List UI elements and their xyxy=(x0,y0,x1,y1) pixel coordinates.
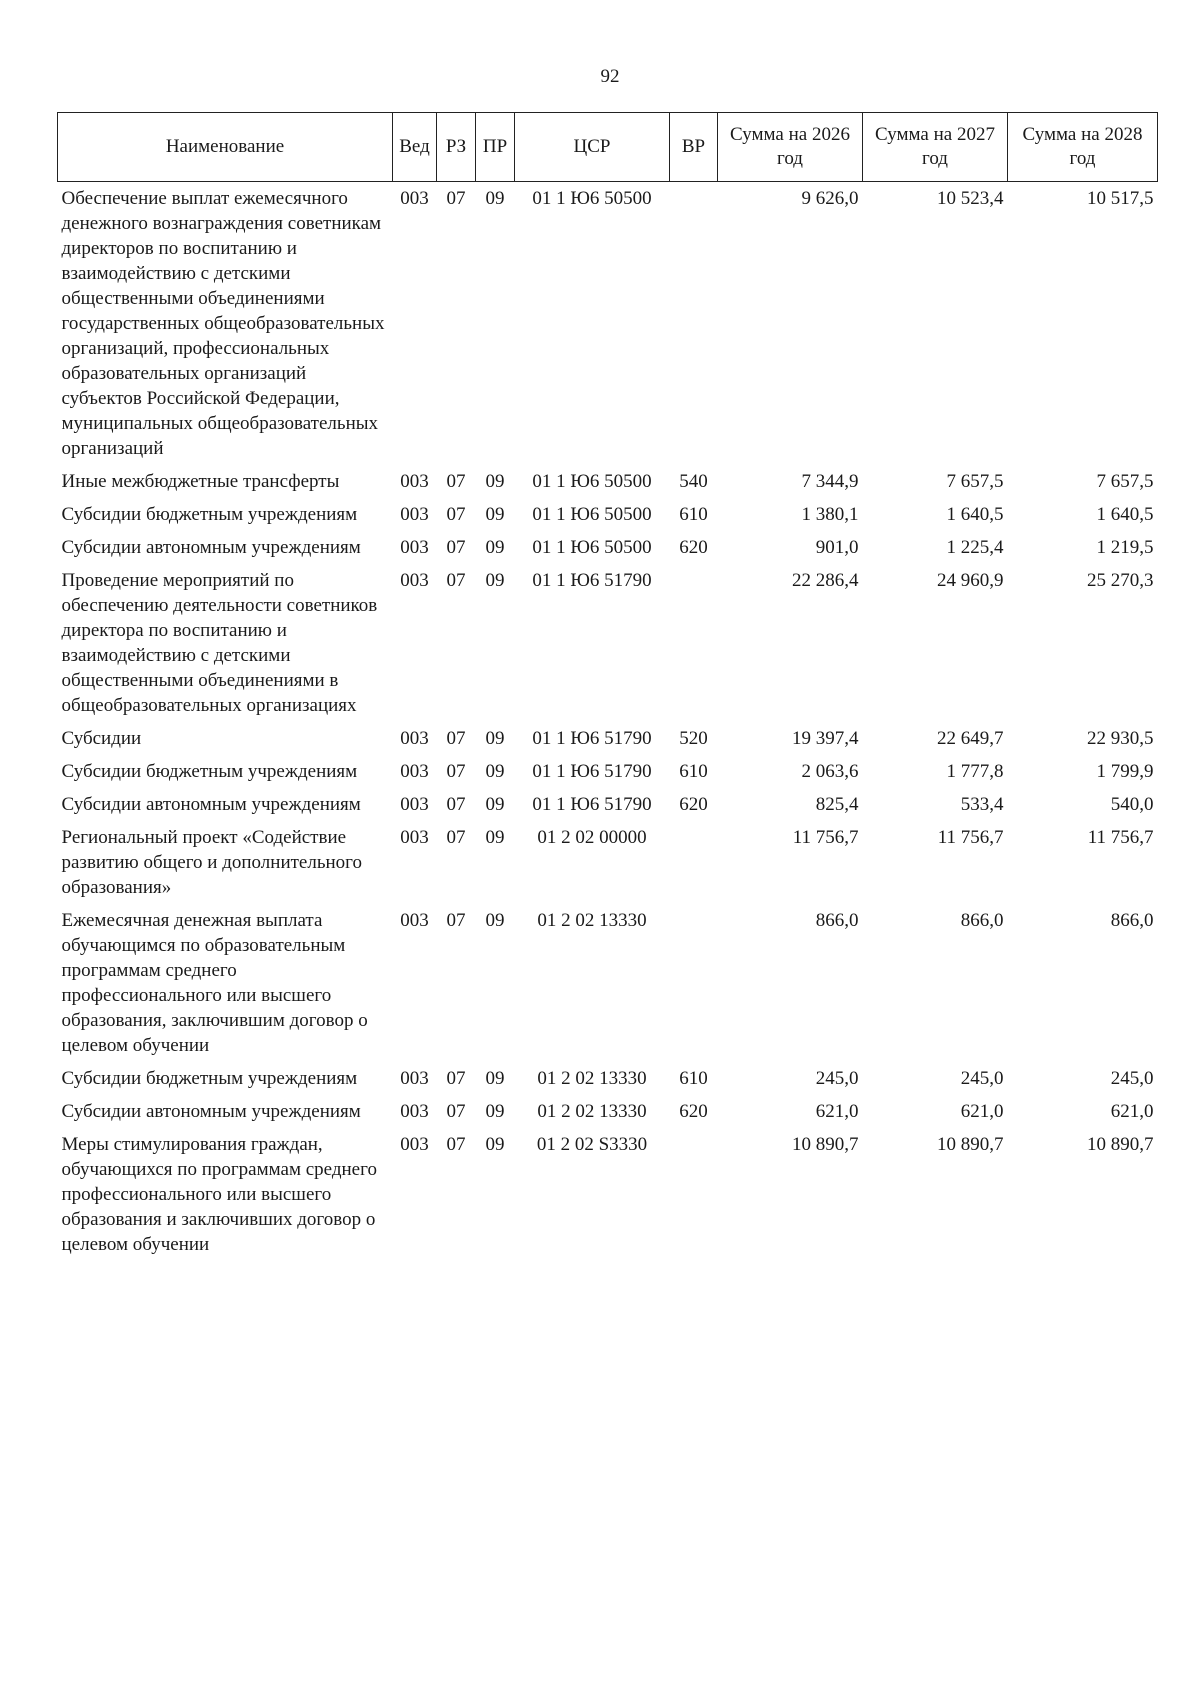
cell-rz: 07 xyxy=(446,1101,466,1122)
cell-name: Проведение мероприятий по обеспечению деятельности советников директора по воспитанию и взаимодействию с детскими общественными объединениями в общеобразовательных организациях xyxy=(61,570,378,716)
cell-name: Субсидии бюджетным учреждениям xyxy=(61,504,358,525)
cell-sum-2027: 533,4 xyxy=(960,794,1004,815)
cell-sum-2028: 25 270,3 xyxy=(1087,570,1154,591)
cell-sum-2026: 825,4 xyxy=(815,794,859,815)
table-row xyxy=(58,182,1158,466)
cell-sum-2026: 866,0 xyxy=(815,910,859,931)
cell-ved: 003 xyxy=(400,1134,429,1155)
cell-name: Региональный проект «Содействие развитию общего и дополнительного образования» xyxy=(61,827,362,898)
cell-csr: 01 1 Ю6 50500 xyxy=(532,504,652,525)
cell-sum-2026: 11 756,7 xyxy=(792,827,859,848)
header-csr: ЦСР xyxy=(515,113,670,182)
cell-vr: 610 xyxy=(679,1068,708,1089)
cell-pr: 09 xyxy=(485,1068,505,1089)
cell-rz: 07 xyxy=(446,537,466,558)
cell-csr: 01 1 Ю6 51790 xyxy=(532,728,652,749)
cell-csr: 01 1 Ю6 51790 xyxy=(532,794,652,815)
cell-sum-2028: 1 799,9 xyxy=(1096,761,1154,782)
cell-pr: 09 xyxy=(485,761,505,782)
cell-sum-2027: 24 960,9 xyxy=(937,570,1004,591)
cell-csr: 01 1 Ю6 50500 xyxy=(532,537,652,558)
cell-sum-2027: 621,0 xyxy=(960,1101,1004,1122)
cell-ved: 003 xyxy=(400,570,429,591)
cell-pr: 09 xyxy=(485,537,505,558)
cell-sum-2027: 7 657,5 xyxy=(946,471,1004,492)
cell-pr: 09 xyxy=(485,794,505,815)
cell-csr: 01 1 Ю6 50500 xyxy=(532,471,652,492)
cell-csr: 01 2 02 00000 xyxy=(537,827,647,848)
cell-csr: 01 1 Ю6 50500 xyxy=(532,188,652,209)
cell-sum-2028: 540,0 xyxy=(1110,794,1154,815)
cell-vr: 610 xyxy=(679,761,708,782)
cell-vr xyxy=(670,1128,718,1261)
header-vr: ВР xyxy=(670,113,718,182)
cell-name: Субсидии бюджетным учреждениям xyxy=(61,761,358,782)
cell-ved: 003 xyxy=(400,1101,429,1122)
cell-sum-2028: 22 930,5 xyxy=(1087,728,1154,749)
header-pr: ПР xyxy=(476,113,515,182)
cell-pr: 09 xyxy=(485,910,505,931)
cell-sum-2028: 1 219,5 xyxy=(1096,537,1154,558)
cell-csr: 01 2 02 13330 xyxy=(537,1101,647,1122)
cell-pr: 09 xyxy=(485,188,505,209)
cell-vr xyxy=(670,904,718,1062)
cell-ved: 003 xyxy=(400,910,429,931)
cell-rz: 07 xyxy=(446,910,466,931)
cell-csr: 01 2 02 S3330 xyxy=(536,1134,648,1155)
table-row xyxy=(58,722,1158,755)
cell-sum-2028: 10 890,7 xyxy=(1087,1134,1154,1155)
cell-sum-2028: 10 517,5 xyxy=(1087,188,1154,209)
cell-rz: 07 xyxy=(446,794,466,815)
cell-rz: 07 xyxy=(446,188,466,209)
cell-pr: 09 xyxy=(485,504,505,525)
cell-ved: 003 xyxy=(400,504,429,525)
cell-sum-2027: 1 777,8 xyxy=(946,761,1004,782)
header-ved: Вед xyxy=(393,113,437,182)
cell-pr: 09 xyxy=(485,570,505,591)
cell-name: Субсидии xyxy=(61,728,142,749)
cell-ved: 003 xyxy=(400,537,429,558)
cell-vr: 520 xyxy=(679,728,708,749)
table-row xyxy=(58,1095,1158,1128)
cell-sum-2028: 866,0 xyxy=(1110,910,1154,931)
cell-rz: 07 xyxy=(446,827,466,848)
cell-sum-2026: 621,0 xyxy=(815,1101,859,1122)
header-sum-2027: Сумма на 2027 год xyxy=(863,113,1008,182)
cell-csr: 01 1 Ю6 51790 xyxy=(532,570,652,591)
cell-name: Субсидии автономным учреждениям xyxy=(61,1101,361,1122)
table-row xyxy=(58,564,1158,722)
cell-rz: 07 xyxy=(446,1068,466,1089)
cell-vr: 620 xyxy=(679,1101,708,1122)
table-row xyxy=(58,821,1158,904)
cell-name: Ежемесячная денежная выплата обучающимся по образовательным программам среднего профессионального или высшего образования, заключившим договор о целевом обучении xyxy=(61,910,368,1056)
cell-rz: 07 xyxy=(446,504,466,525)
cell-vr xyxy=(670,182,718,466)
cell-sum-2027: 22 649,7 xyxy=(937,728,1004,749)
cell-sum-2027: 1 225,4 xyxy=(946,537,1004,558)
cell-sum-2027: 10 890,7 xyxy=(937,1134,1004,1155)
cell-vr xyxy=(670,564,718,722)
cell-sum-2027: 866,0 xyxy=(960,910,1004,931)
cell-pr: 09 xyxy=(485,827,505,848)
cell-pr: 09 xyxy=(485,728,505,749)
header-sum-2026: Сумма на 2026 год xyxy=(718,113,863,182)
cell-rz: 07 xyxy=(446,570,466,591)
cell-sum-2028: 1 640,5 xyxy=(1096,504,1154,525)
table-row xyxy=(58,904,1158,1062)
cell-rz: 07 xyxy=(446,471,466,492)
cell-vr xyxy=(670,821,718,904)
cell-ved: 003 xyxy=(400,728,429,749)
cell-sum-2028: 245,0 xyxy=(1110,1068,1154,1089)
cell-sum-2027: 11 756,7 xyxy=(937,827,1004,848)
cell-csr: 01 2 02 13330 xyxy=(537,910,647,931)
cell-rz: 07 xyxy=(446,761,466,782)
cell-pr: 09 xyxy=(485,1101,505,1122)
cell-sum-2026: 7 344,9 xyxy=(801,471,859,492)
cell-ved: 003 xyxy=(400,471,429,492)
cell-sum-2027: 10 523,4 xyxy=(937,188,1004,209)
cell-vr: 620 xyxy=(679,794,708,815)
cell-sum-2026: 9 626,0 xyxy=(801,188,859,209)
table-body xyxy=(58,182,1158,1262)
cell-ved: 003 xyxy=(400,1068,429,1089)
cell-sum-2026: 19 397,4 xyxy=(792,728,859,749)
cell-name: Обеспечение выплат ежемесячного денежного вознаграждения советникам директоров по воспитанию и взаимодействию с детскими общественными объединениями государственных общеобразовательных организаций, профессиональных образовательных организаций субъектов Российской Федерации, муниципальных общеобразовательных организаций xyxy=(61,188,385,459)
cell-sum-2026: 1 380,1 xyxy=(801,504,859,525)
cell-vr: 620 xyxy=(679,537,708,558)
table-row xyxy=(58,788,1158,821)
page-number: 92 xyxy=(600,66,620,87)
cell-sum-2028: 7 657,5 xyxy=(1096,471,1154,492)
cell-vr: 610 xyxy=(679,504,708,525)
table-row xyxy=(58,755,1158,788)
cell-name: Меры стимулирования граждан, обучающихся по программам среднего профессионального или высшего образования и заключивших договор о целевом обучении xyxy=(61,1134,377,1255)
cell-ved: 003 xyxy=(400,761,429,782)
budget-table xyxy=(57,112,1158,1261)
cell-sum-2026: 245,0 xyxy=(815,1068,859,1089)
cell-sum-2027: 245,0 xyxy=(960,1068,1004,1089)
table-row xyxy=(58,465,1158,498)
table-row xyxy=(58,498,1158,531)
cell-name: Субсидии автономным учреждениям xyxy=(61,794,361,815)
header-rz: РЗ xyxy=(437,113,476,182)
header-name: Наименование xyxy=(58,113,393,182)
cell-vr: 540 xyxy=(679,471,708,492)
cell-name: Субсидии бюджетным учреждениям xyxy=(61,1068,358,1089)
cell-sum-2026: 2 063,6 xyxy=(801,761,859,782)
header-sum-2028: Сумма на 2028 год xyxy=(1008,113,1158,182)
cell-csr: 01 1 Ю6 51790 xyxy=(532,761,652,782)
cell-sum-2028: 621,0 xyxy=(1110,1101,1154,1122)
cell-ved: 003 xyxy=(400,827,429,848)
cell-sum-2026: 10 890,7 xyxy=(792,1134,859,1155)
cell-rz: 07 xyxy=(446,1134,466,1155)
cell-sum-2026: 901,0 xyxy=(815,537,859,558)
cell-rz: 07 xyxy=(446,728,466,749)
cell-name: Субсидии автономным учреждениям xyxy=(61,537,361,558)
cell-ved: 003 xyxy=(400,188,429,209)
cell-ved: 003 xyxy=(400,794,429,815)
cell-sum-2026: 22 286,4 xyxy=(792,570,859,591)
table-row xyxy=(58,531,1158,564)
cell-pr: 09 xyxy=(485,471,505,492)
cell-sum-2028: 11 756,7 xyxy=(1087,827,1154,848)
cell-pr: 09 xyxy=(485,1134,505,1155)
cell-csr: 01 2 02 13330 xyxy=(537,1068,647,1089)
table-row xyxy=(58,1062,1158,1095)
table-header xyxy=(58,113,1158,182)
table-row xyxy=(58,1128,1158,1261)
cell-name: Иные межбюджетные трансферты xyxy=(61,471,340,492)
cell-sum-2027: 1 640,5 xyxy=(946,504,1004,525)
